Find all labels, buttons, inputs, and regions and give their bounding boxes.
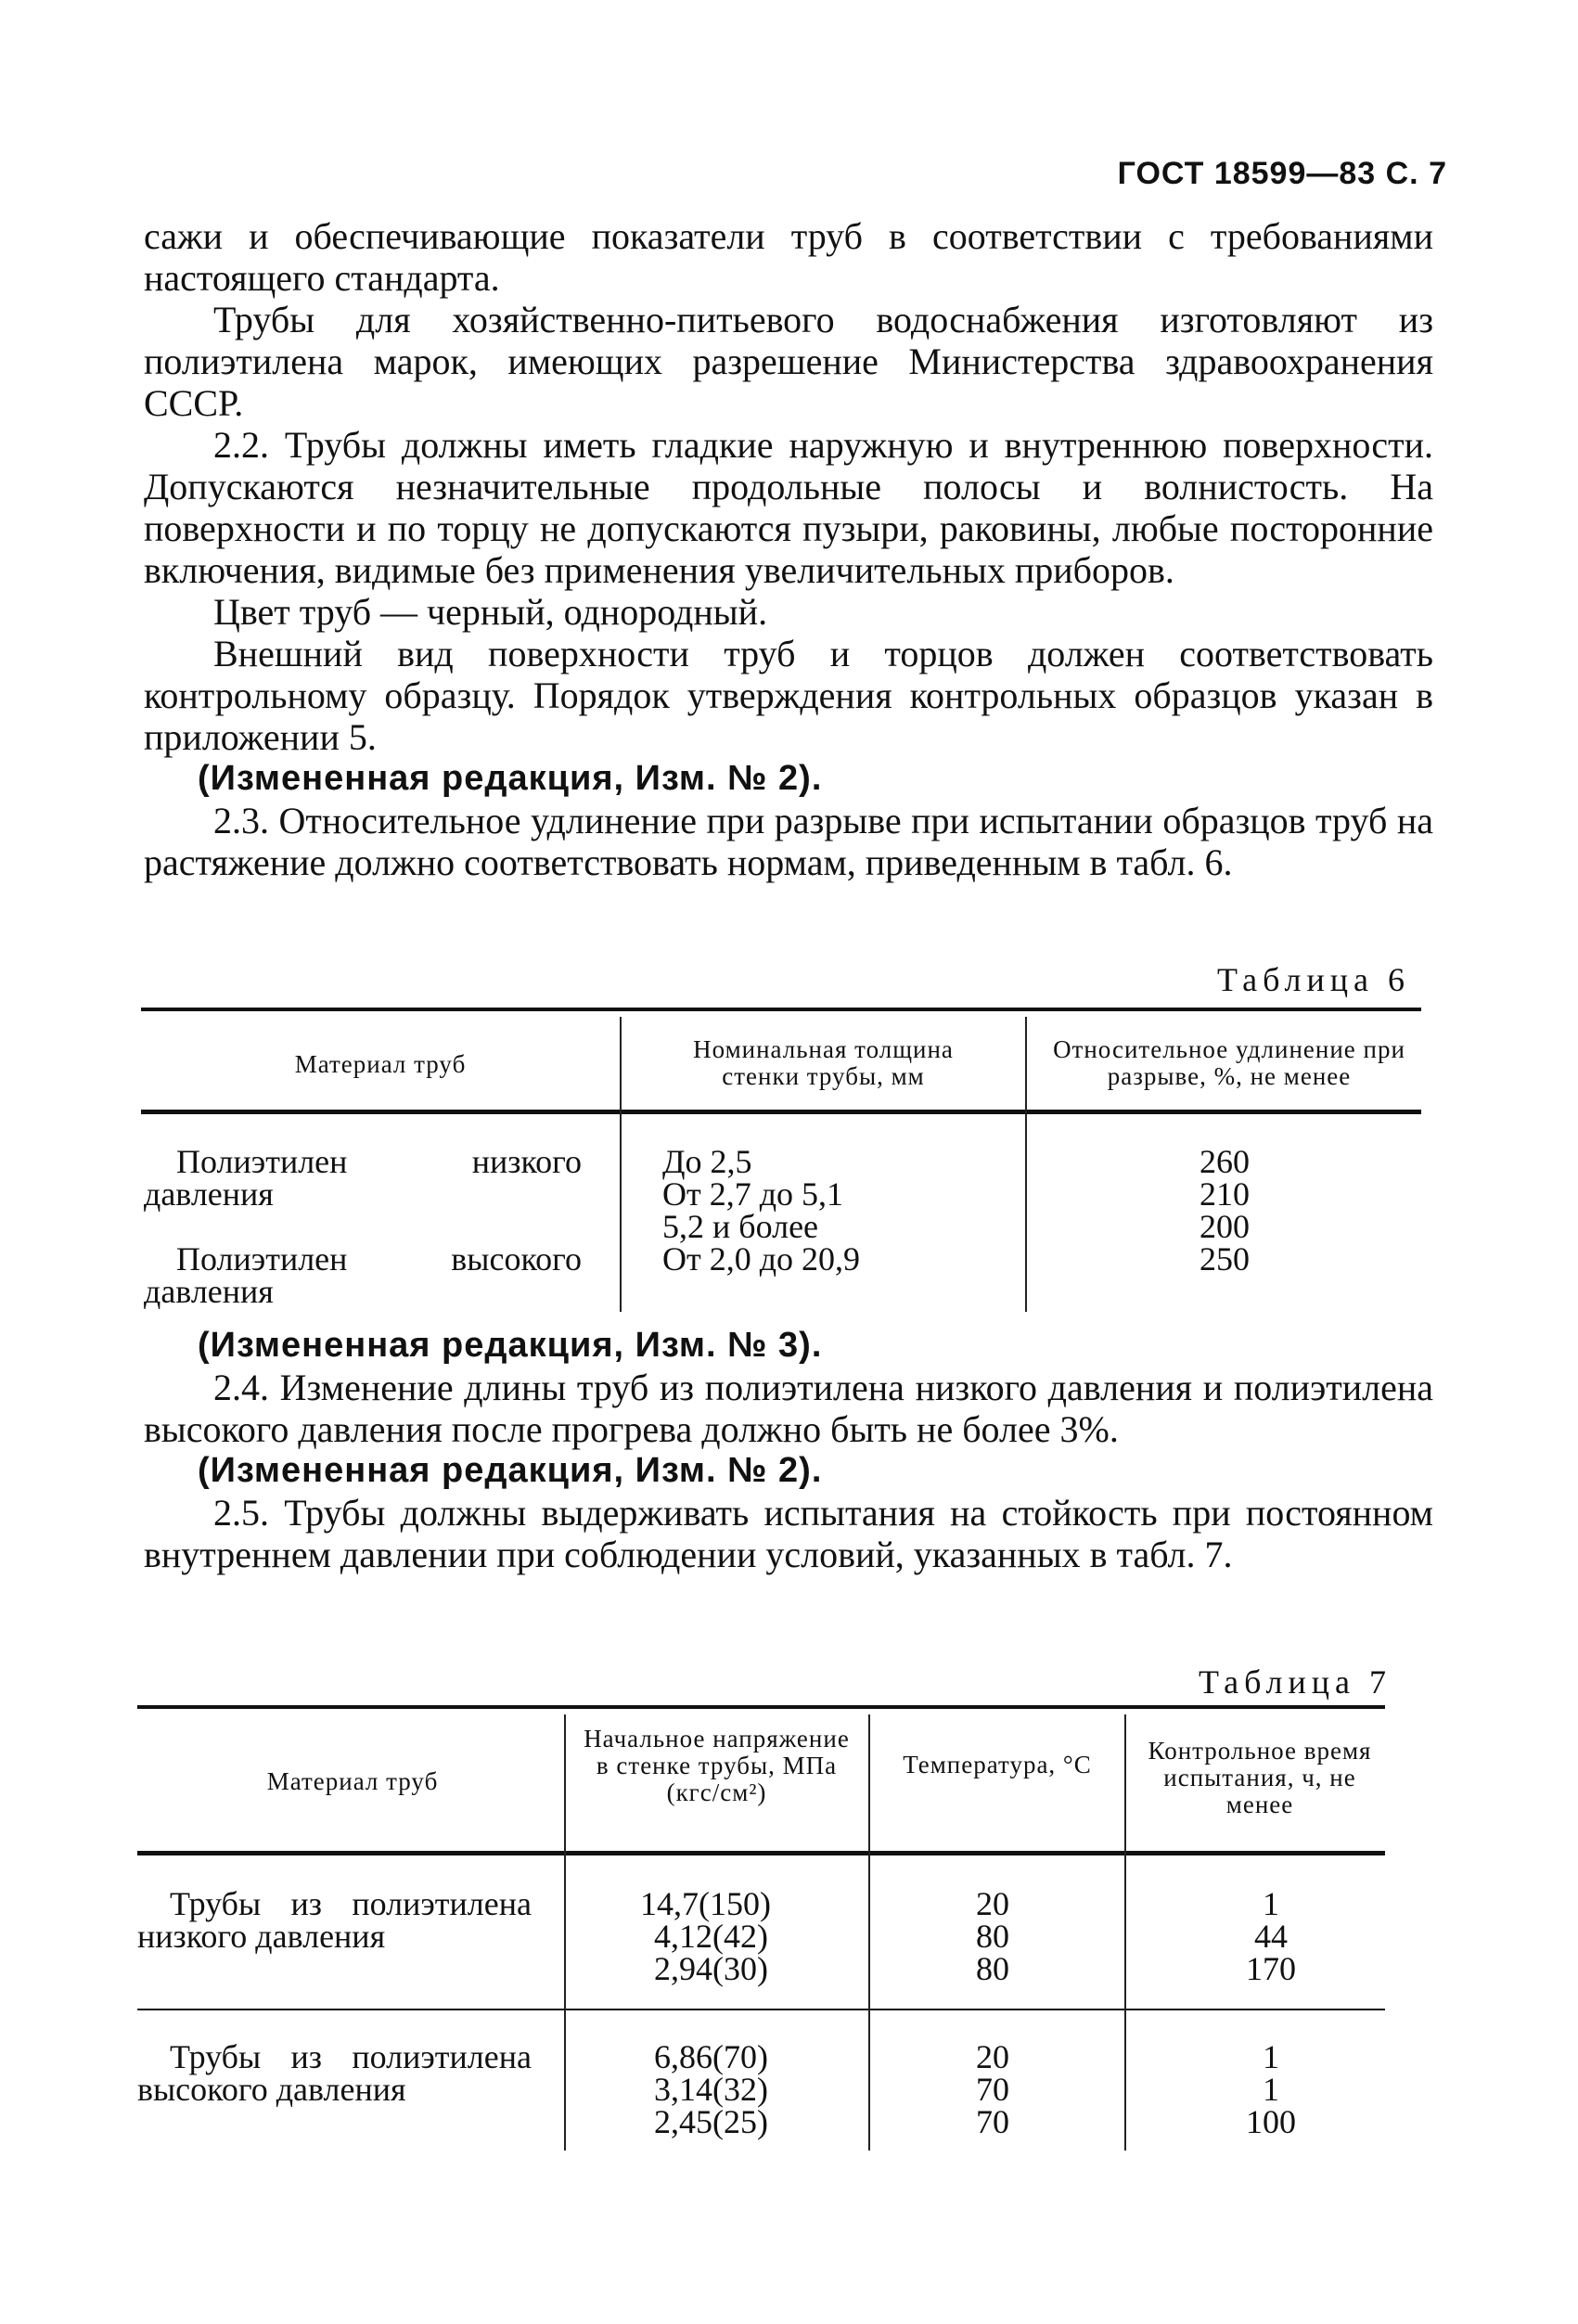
table6-top-rule [141,1008,1421,1011]
table6-cell-elongation: 260 [1200,1143,1250,1180]
table7-row-material: Трубы из полиэтилена высокого давления [137,2038,532,2108]
table7-cell-stress: 4,12(42) [654,1918,768,1955]
amendment-note: (Измененная редакция, Изм. № 2). [198,759,823,798]
table7-cell-time: 1 [1263,2038,1279,2075]
body-text-top [144,215,1433,883]
paragraph: Трубы для хозяйственно-питьевого водоснабжения изготовляют из полиэтилена марок, имеющих разрешение Министерства здравоохранения СССР. [144,299,1433,424]
table6-row-material: Полиэтилен высокого давления [144,1240,582,1310]
table7-cell-time: 100 [1246,2103,1296,2140]
table7-cell-temperature: 70 [976,2071,1009,2108]
table7-header-time: Контрольное время испытания, ч, не менее [1148,1737,1372,1818]
table7-cell-stress: 6,86(70) [654,2038,768,2075]
table6-header-rule [141,1110,1421,1114]
table7-cell-temperature: 70 [976,2103,1009,2140]
table7-cell-stress: 2,94(30) [654,1950,768,1987]
table7-cell-time: 170 [1246,1950,1296,1987]
paragraph: Внешний вид поверхности труб и торцов должен соответствовать контрольному образцу. Порядок утверждения контрольных образцов указан в приложении 5. [144,633,1433,758]
table7-cell-stress: 14,7(150) [640,1885,771,1922]
table6-col-divider [1025,1017,1027,1312]
table7-header-temperature: Температура, °C [903,1751,1092,1778]
table7-cell-temperature: 20 [976,1885,1009,1922]
table6-header-elongation: Относительное удлинение при разрыве, %, не менее [1053,1035,1405,1090]
table6-col-divider [620,1017,622,1312]
table7-top-rule [137,1705,1385,1709]
table7-cell-time: 1 [1263,2071,1279,2108]
paragraph: сажи и обеспечивающие показатели труб в соответствии с требованиями настоящего стандарта. [144,215,1433,299]
table7-header-rule [137,1851,1385,1855]
table6-cell-thickness: От 2,0 до 20,9 [662,1240,861,1278]
table7-header-material: Материал труб [266,1767,439,1795]
paragraph: Цвет труб — черный, однородный. [213,591,768,633]
table7-col-divider [868,1714,870,2151]
table7-cell-time: 1 [1263,1885,1279,1922]
table7-col-divider [1124,1714,1126,2151]
paragraph: 2.3. Относительное удлинение при разрыве при испытании образцов труб на растяжение должно соответствовать нормам, приведенным в табл. 6. [144,800,1433,883]
table6-cell-thickness: От 2,7 до 5,1 [662,1175,844,1213]
paragraph: 2.4. Изменение длины труб из полиэтилена низкого давления и полиэтилена высокого давления после прогрева должно быть не более 3%. [144,1367,1433,1450]
table6-row-material: Полиэтилен низкого давления [144,1143,582,1213]
paragraph: 2.5. Трубы должны выдерживать испытания на стойкость при постоянном внутреннем давлении при соблюдении условий, указанных в табл. 7. [144,1492,1433,1575]
table7-cell-time: 44 [1254,1918,1288,1955]
table6-cell-thickness: До 2,5 [662,1143,752,1180]
page-header: ГОСТ 18599—83 С. 7 [1117,156,1447,191]
table7-cell-temperature: 80 [976,1950,1009,1987]
table7-group-rule [137,2009,1385,2010]
table6-cell-thickness: 5,2 и более [662,1208,819,1245]
table7-caption: Таблица 7 [1199,1663,1392,1701]
table6-header-thickness: Номинальная толщина стенки трубы, мм [693,1035,954,1090]
table6-header-material: Материал труб [294,1050,467,1078]
table7-cell-temperature: 20 [976,2038,1009,2075]
table6-cell-elongation: 200 [1200,1208,1250,1245]
paragraph: 2.2. Трубы должны иметь гладкие наружную и внутреннюю поверхности. Допускаются незначительные продольные полосы и волнистость. На поверхности и по торцу не допускаются пузыри, раковины, любые посторонние включения, видимые без применения увеличительных приборов. [144,424,1433,591]
table6-caption: Таблица 6 [1217,961,1410,998]
table7-cell-temperature: 80 [976,1918,1009,1955]
table7-header-stress: Начальное напряжение в стенке трубы, МПа (кгс/см²) [584,1725,850,1806]
table6-cell-elongation: 250 [1200,1240,1250,1278]
amendment-note: (Измененная редакция, Изм. № 3). [198,1326,823,1365]
table6-cell-elongation: 210 [1200,1175,1250,1213]
table7-cell-stress: 3,14(32) [654,2071,768,2108]
table7-cell-stress: 2,45(25) [654,2103,768,2140]
table7-row-material: Трубы из полиэтилена низкого давления [137,1885,532,1955]
amendment-note: (Измененная редакция, Изм. № 2). [198,1451,823,1490]
table7-col-divider [564,1714,566,2151]
body-text-mid [144,1325,1433,1575]
